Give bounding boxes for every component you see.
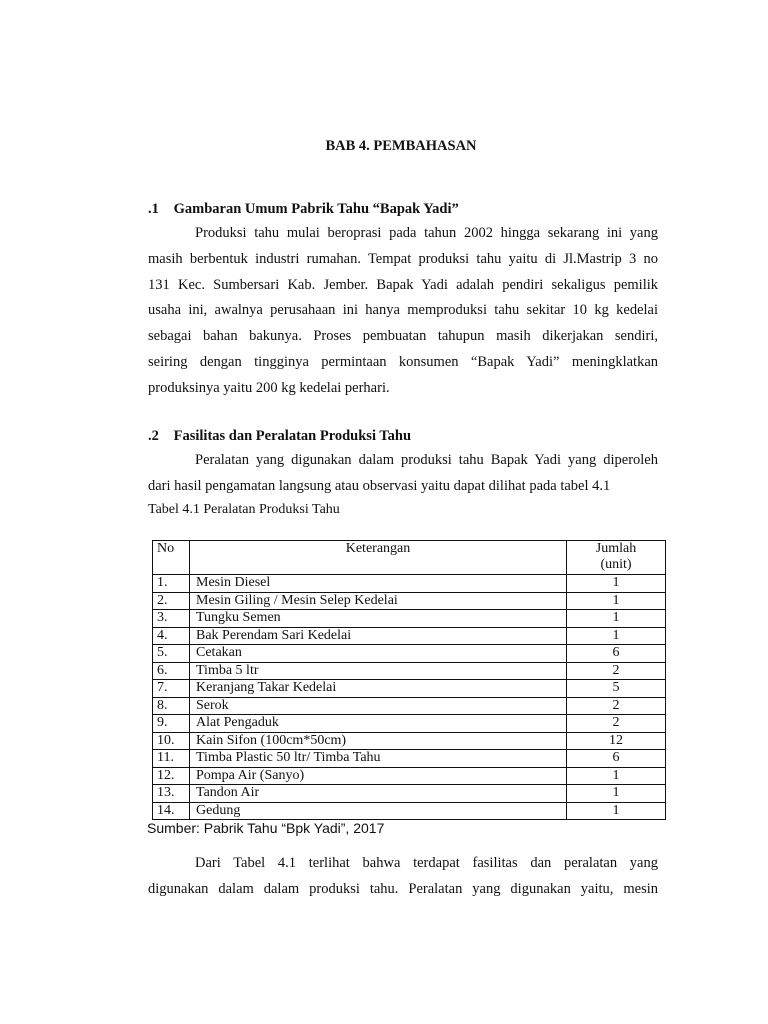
cell-no: 7. — [153, 680, 190, 698]
table-header-row — [153, 541, 666, 575]
cell-jml: 1 — [567, 802, 666, 820]
cell-no: 8. — [153, 697, 190, 715]
cell-jml: 6 — [567, 645, 666, 663]
section-1-paragraph — [148, 221, 658, 402]
table-row — [153, 662, 666, 680]
cell-no: 4. — [153, 627, 190, 645]
equipment-table — [152, 540, 666, 820]
cell-jml: 5 — [567, 680, 666, 698]
cell-jml: 1 — [567, 785, 666, 803]
paragraph-line: produksinya yaitu 200 kg kedelai perhari. — [148, 379, 390, 396]
cell-ket: Serok — [190, 697, 567, 715]
cell-no: 12. — [153, 767, 190, 785]
header-jumlah — [567, 541, 666, 575]
paragraph-line: Dari Tabel 4.1 terlihat bahwa terdapat fasilitas dan peralatan yang — [195, 855, 658, 871]
header-no: No — [153, 541, 190, 575]
cell-jml: 1 — [567, 627, 666, 645]
table-row — [153, 785, 666, 803]
cell-ket: Bak Perendam Sari Kedelai — [190, 627, 567, 645]
section-2-title: Fasilitas dan Peralatan Produksi Tahu — [173, 428, 412, 444]
cell-ket: Timba Plastic 50 ltr/ Timba Tahu — [190, 750, 567, 768]
table-row — [153, 715, 666, 733]
chapter-title: BAB 4. PEMBAHASAN — [325, 138, 477, 154]
table-row — [153, 732, 666, 750]
cell-no: 6. — [153, 662, 190, 680]
cell-no: 9. — [153, 715, 190, 733]
cell-jml: 2 — [567, 697, 666, 715]
cell-ket: Pompa Air (Sanyo) — [190, 767, 567, 785]
section-2-heading — [148, 428, 411, 445]
cell-jml: 2 — [567, 715, 666, 733]
cell-ket: Timba 5 ltr — [190, 662, 567, 680]
cell-ket: Mesin Diesel — [190, 575, 567, 593]
table-row — [153, 627, 666, 645]
paragraph-line: digunakan dalam dalam produksi tahu. Peralatan yang digunakan yaitu, mesin — [148, 880, 658, 897]
table-caption: Tabel 4.1 Peralatan Produksi Tahu — [148, 502, 340, 517]
cell-ket: Mesin Giling / Mesin Selep Kedelai — [190, 592, 567, 610]
cell-jml: 1 — [567, 592, 666, 610]
cell-jml: 6 — [567, 750, 666, 768]
cell-no: 10. — [153, 732, 190, 750]
cell-jml: 12 — [567, 732, 666, 750]
cell-ket: Tungku Semen — [190, 610, 567, 628]
cell-jml: 1 — [567, 575, 666, 593]
header-jumlah-line2: (unit) — [600, 557, 632, 572]
paragraph-line: seiring dengan tingginya permintaan konsumen “Bapak Yadi” meningklatkan — [148, 353, 658, 370]
cell-jml: 1 — [567, 767, 666, 785]
cell-no: 11. — [153, 750, 190, 768]
cell-ket: Tandon Air — [190, 785, 567, 803]
cell-no: 14. — [153, 802, 190, 820]
header-keterangan: Keterangan — [190, 541, 567, 575]
header-jumlah-line1: Jumlah — [595, 541, 637, 556]
cell-jml: 1 — [567, 610, 666, 628]
cell-ket: Kain Sifon (100cm*50cm) — [190, 732, 567, 750]
cell-ket: Gedung — [190, 802, 567, 820]
cell-no: 5. — [153, 645, 190, 663]
cell-no: 13. — [153, 785, 190, 803]
section-2-number: .2 — [148, 428, 159, 444]
cell-ket: Keranjang Takar Kedelai — [190, 680, 567, 698]
cell-jml: 2 — [567, 662, 666, 680]
section-2-paragraph — [148, 448, 658, 500]
section-1-heading — [148, 201, 459, 218]
cell-no: 2. — [153, 592, 190, 610]
table-row — [153, 610, 666, 628]
paragraph-line: sebagai bahan bakunya. Proses pembuatan tahupun masih dikerjakan sendiri, — [148, 328, 658, 345]
paragraph-line: dari hasil pengamatan langsung atau observasi yaitu dapat dilihat pada tabel 4.1 — [148, 477, 611, 494]
cell-ket: Alat Pengaduk — [190, 715, 567, 733]
section-1-title: Gambaran Umum Pabrik Tahu “Bapak Yadi” — [173, 201, 459, 217]
cell-ket: Cetakan — [190, 645, 567, 663]
table-row — [153, 680, 666, 698]
table-row — [153, 592, 666, 610]
cell-no: 3. — [153, 610, 190, 628]
paragraph-line: Peralatan yang digunakan dalam produksi tahu Bapak Yadi yang diperoleh — [195, 452, 658, 468]
table-row — [153, 575, 666, 593]
section-1-number: .1 — [148, 201, 159, 217]
paragraph-line: Produksi tahu mulai beroprasi pada tahun 2002 hingga sekarang ini yang — [195, 225, 658, 241]
table-row — [153, 697, 666, 715]
table-row — [153, 767, 666, 785]
paragraph-line: usaha ini, awalnya perusahaan ini hanya memproduksi tahu sekitar 10 kg kedelai — [148, 302, 658, 319]
table-row — [153, 802, 666, 820]
paragraph-line: 131 Kec. Sumbersari Kab. Jember. Bapak Yadi adalah pendiri sekaligus pemilik — [148, 276, 658, 293]
closing-paragraph — [148, 851, 658, 903]
table-row — [153, 750, 666, 768]
paragraph-line: masih berbentuk industri rumahan. Tempat produksi tahu yaitu di Jl.Mastrip 3 no — [148, 250, 658, 267]
table-source: Sumber: Pabrik Tahu “Bpk Yadi”, 2017 — [147, 820, 385, 836]
table-row — [153, 645, 666, 663]
cell-no: 1. — [153, 575, 190, 593]
